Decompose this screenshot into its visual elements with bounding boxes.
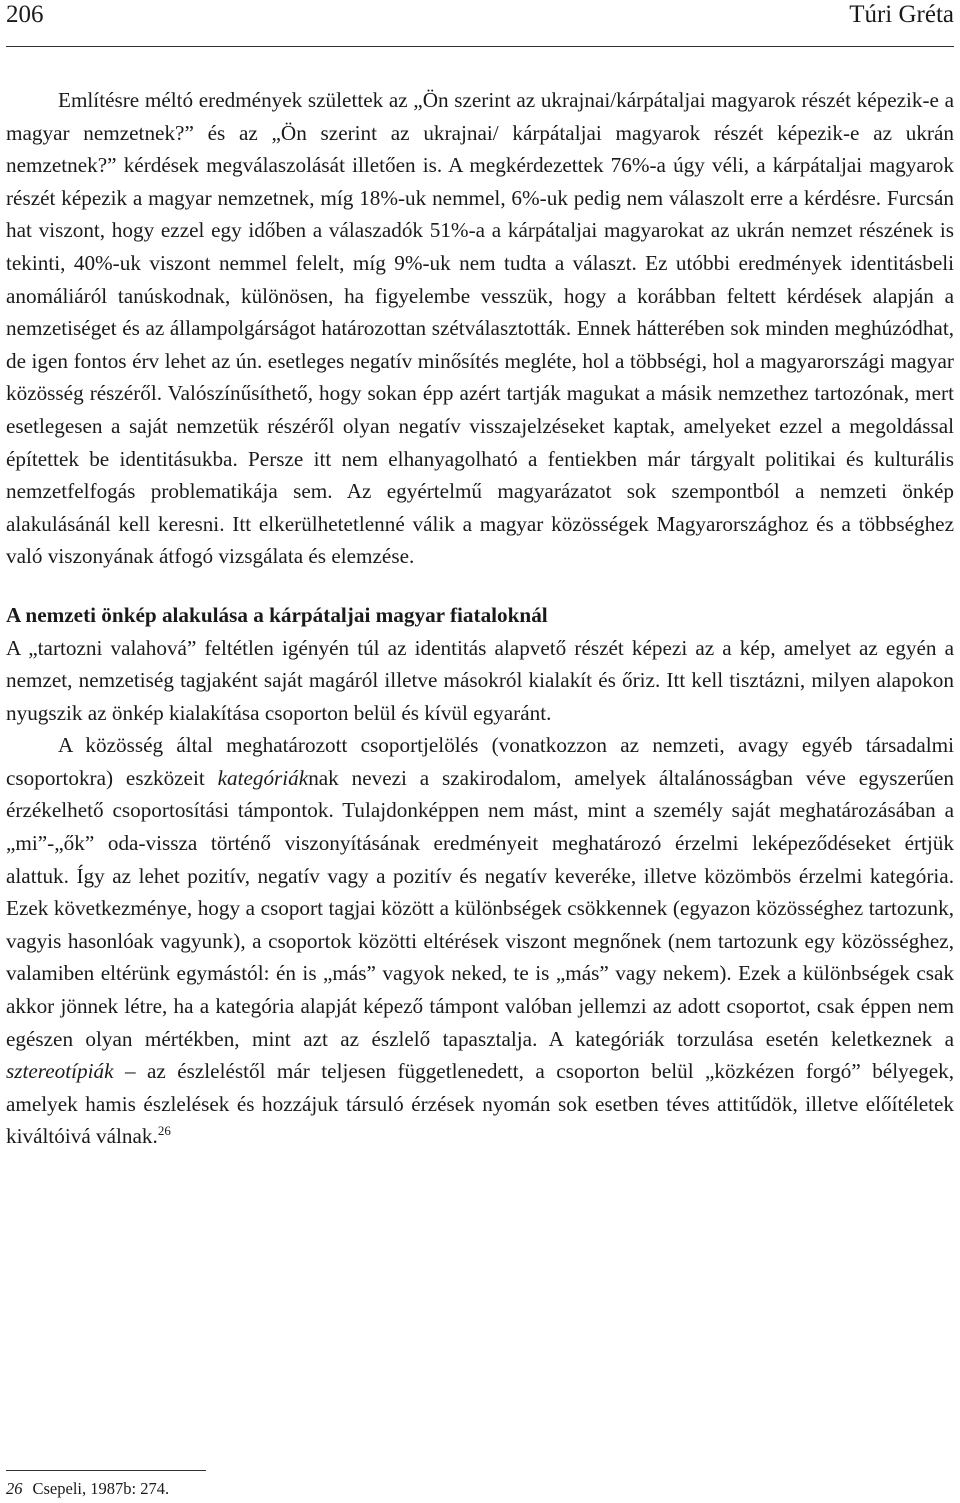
footnote-divider [6,1470,206,1471]
page-header [6,0,954,40]
term-sztereotipiak: sztereotípiák [6,1059,114,1084]
running-author: Túri Gréta [849,1,954,28]
paragraph-3 [6,729,954,1153]
footnote-number: 26 [6,1479,23,1498]
paragraph-1: Említésre méltó eredmények születtek az „Ön szerint az ukrajnai/kárpátaljai magyarok részét képezik-e a magyar nemzetnek?” és az „Ön szerint az ukrajnai/ kárpátaljai magyarok részét képezik-e az ukrán nemzetnek?” kérdések megválaszolását illetően is. A megkérdezettek 76%-a úgy véli, a kárpátaljai magyarok részét képezik a magyar nemzetnek, míg 18%-uk nemmel, 6%-uk pedig nem válaszolt erre a kérdésre. Furcsán hat viszont, hogy ezzel egy időben a válaszadók 51%-a a kárpátaljai magyarokat az ukrán nemzet részének is tekinti, 40%-uk viszont nemmel felelt, míg 9%-uk nem tudta a választ. Ez utóbbi eredmények identitásbeli anomáliáról tanúskodnak, különösen, ha figyelembe vesszük, hogy a korábban feltett kérdések alapján a nemzetiséget és az állampolgárságot határozottan szétválasztották. Ennek hátterében sok minden meghúzódhat, de igen fontos érv lehet az ún. esetleges negatív minősítés megléte, hol a többségi, hol a magyarországi magyar közösség részéről. Valószínűsíthető, hogy sokan épp azért tartják magukat a másik nemzethez tartozónak, mert esetlegesen a saját nemzetük részéről olyan negatív visszajelzéseket kaptak, amelyeket ezzel a megoldással építettek be identitásukba. Persze itt nem elhanyagolható a fentiekben már tárgyalt politikai és kulturális nemzetfelfogás problematikája sem. Az egyértelmű magyarázatot sok szempontból a nemzeti önkép alakulásánál kell keresni. Itt elkerülhetetlenné válik a magyar közösségek Magyarországhoz és a többséghez való viszonyának átfogó vizsgálata és elemzése. [6,88,954,569]
main-text [6,84,954,1153]
page-number: 206 [6,1,44,28]
paragraph-3-part-a: A közösség által meghatározott csoportjelölés (vonatkozzon az nemzeti, avagy egyéb társadalmi csoportokra) eszközeit [6,733,954,790]
paragraph-3-part-c: – az észleléstől már teljesen függetlenedett, a csoporton belül „közkézen forgó” bélyegek, amelyek hamis észlelések és hozzájuk társuló érzések nyomán sok esetben téves attitűdök, illetve előítéletek kiváltóivá válnak. [6,1059,954,1149]
paragraph-3-part-b: nak nevezi a szakirodalom, amelyek általánosságban véve egyszerűen érzékelhető csoportosítási támpontok. Tulajdonképpen nem mást, mint a személy saját meghatározásában a „mi”-„ők” oda-vissza történő viszonyításának eredményeit meghatározó érzelmi leképeződéseket értjük alattuk. Így az lehet pozitív, negatív vagy a pozitív és negatív keveréke, illetve közömbös érzelmi kategória. Ezek következménye, hogy a csoport tagjai között a különbségek csökkennek (egyazon közösséghez tartozunk, vagyis hasonlóak vagyunk), a csoportok közötti eltérések viszont megnőnek (nem tartozunk egy közösséghez, valamiben eltérünk egymástól: én is „más” vagyok neked, te is „más” vagy nekem). Ezek a különbségek csak akkor jönnek létre, ha a kategória alapját képező támpont valóban jellemzi az adott csoportot, csak éppen nem egészen olyan mértékben, mint azt az észlelő tapasztalja. A kategóriák torzulása esetén keletkeznek a [6,765,954,1051]
paragraph-2: A „tartozni valahová” feltétlen igényén túl az identitás alapvető részét képezi az a kép, amelyet az egyén a nemzet, nemzetiség tagjaként saját magáról illetve másokról kialakít és őriz. Itt kell tisztázni, milyen alapokon nyugszik az önkép kialakítása csoporton belül és kívül egyaránt. [6,635,954,725]
footnote [6,1478,169,1500]
header-divider [6,46,954,47]
footnote-reference[interactable]: 26 [157,1123,171,1139]
section-heading: A nemzeti önkép alakulása a kárpátaljai magyar fiataloknál [6,602,548,627]
footnote-text: Csepeli, 1987b: 274. [32,1479,170,1498]
term-kategoriak: kategóriák [217,765,309,790]
